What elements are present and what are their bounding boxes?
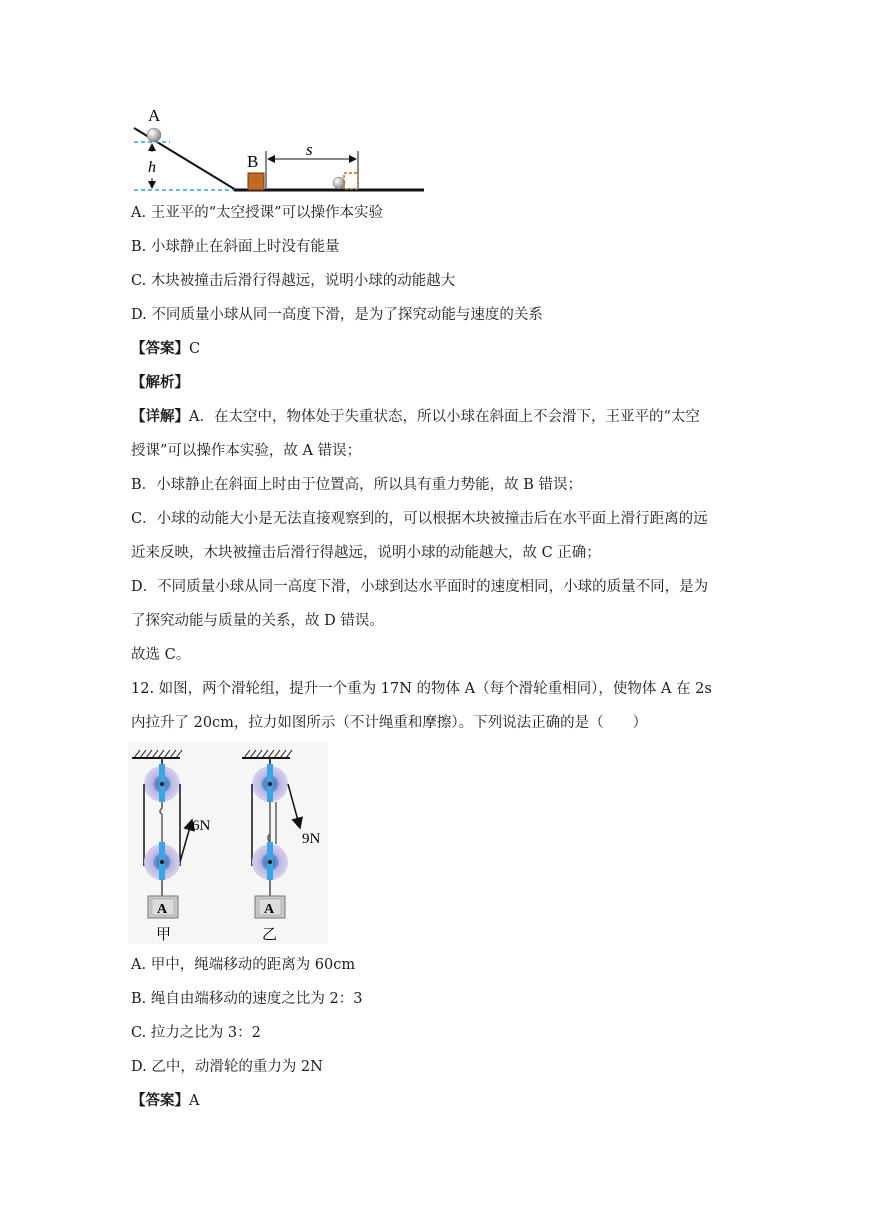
label-h: h [148,159,156,176]
q12-option-c: C. 拉力之比为 3：2 [131,1025,261,1041]
q12-option-b: B. 绳自由端移动的速度之比为 2：3 [131,991,363,1007]
q12-stem-2: 内拉升了 20cm，拉力如图所示（不计绳重和摩擦）。下列说法正确的是（ ） [131,715,648,731]
detail-line-1 [131,407,700,427]
label-s: s [306,140,313,159]
q12-answer [131,1091,199,1111]
detail-tag: 【详解】 [131,408,189,425]
ball-a [147,128,161,142]
detail-text: A．在太空中，物体处于失重状态，所以小球在斜面上不会滑下，王亚平的“太空 [189,409,700,425]
q12-option-d: D. 乙中，动滑轮的重力为 2N [131,1059,323,1075]
detail-line-5: 近来反映，木块被撞击后滑行得越远，说明小球的动能越大，故 C 正确； [131,545,601,561]
detail-line-2: 授课”可以操作本实验，故 A 错误； [131,443,362,459]
detail-line-8: 故选 C。 [131,647,191,663]
q12-option-a: A. 甲中，绳端移动的距离为 60cm [131,957,356,973]
detail-line-4: C．小球的动能大小是无法直接观察到的，可以根据木块被撞击后在水平面上滑行距离的远 [131,511,708,527]
label-a: A [148,106,161,125]
q12-stem-1: 12. 如图，两个滑轮组，提升一个重为 17N 的物体 A（每个滑轮重相同），使物体 A 在 2s [131,681,712,697]
block-b [248,173,264,190]
ball-bottom [333,177,345,189]
label-b: B [247,152,259,171]
analysis-tag: 【解析】 [131,374,189,391]
dashed-block [344,173,358,189]
answer-tag: 【答案】 [131,1092,189,1109]
force-label-jia: 6N [192,818,211,834]
answer-value: A [189,1093,200,1109]
answer-tag: 【答案】 [131,340,189,357]
weight-label-yi: A [264,902,275,917]
force-label-yi: 9N [302,831,321,847]
answer-value: C [189,341,201,357]
caption-yi: 乙 [262,927,278,943]
weight-label-jia: A [157,902,168,917]
q11-answer [131,339,200,359]
caption-jia: 甲 [156,927,172,943]
incline-experiment-figure [128,104,428,196]
pulley-systems-figure [128,742,328,944]
detail-line-3: B．小球静止在斜面上时由于位置高，所以具有重力势能，故 B 错误； [131,477,583,493]
q11-option-d: D. 不同质量小球从同一高度下滑，是为了探究动能与速度的关系 [131,307,543,323]
detail-line-6: D．不同质量小球从同一高度下滑，小球到达水平面时的速度相同，小球的质量不同，是为 [131,579,709,595]
q11-option-a: A. 王亚平的“太空授课”可以操作本实验 [131,205,384,221]
detail-line-7: 了探究动能与质量的关系，故 D 错误。 [131,613,384,629]
q11-option-c: C. 木块被撞击后滑行得越远，说明小球的动能越大 [131,273,456,289]
q11-option-b: B. 小球静止在斜面上时没有能量 [131,239,340,255]
